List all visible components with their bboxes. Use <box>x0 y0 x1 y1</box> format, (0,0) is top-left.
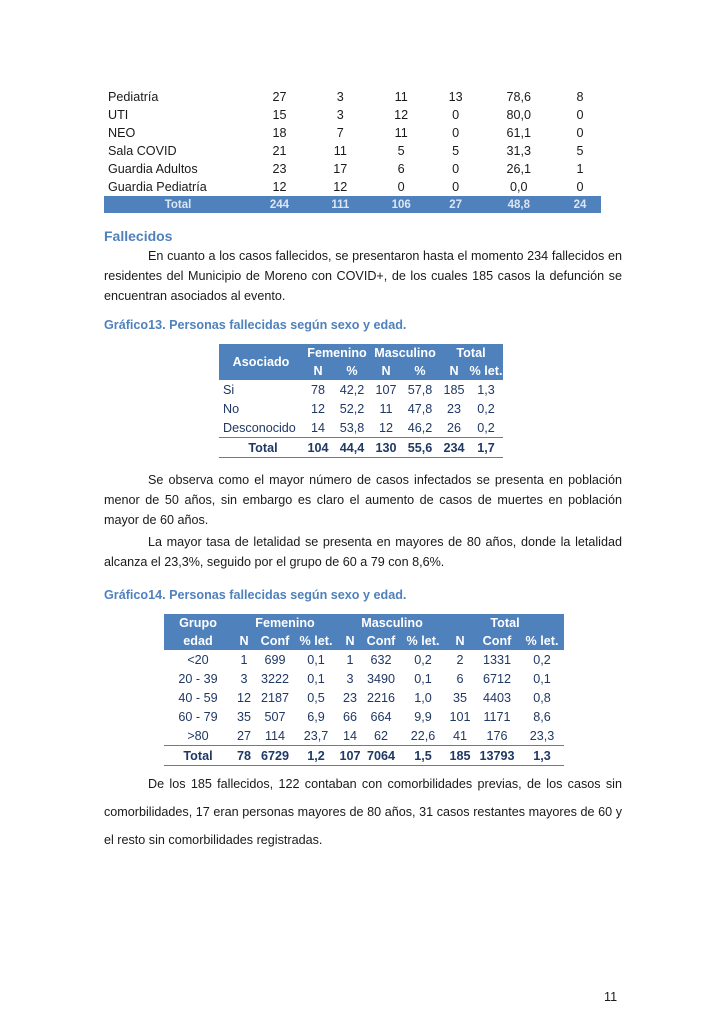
cell: 55,6 <box>401 438 439 458</box>
cell: 27 <box>272 90 287 104</box>
header-masculino: Masculino <box>338 614 446 632</box>
cell: 0 <box>452 108 460 122</box>
row-label: 20 - 39 <box>178 671 218 686</box>
cell: 17 <box>333 162 348 176</box>
row-label: Si <box>223 382 235 397</box>
cell: 106 <box>370 196 433 213</box>
cell: 0,8 <box>533 690 551 705</box>
cell: 21 <box>272 144 287 158</box>
section-heading: Fallecidos <box>104 228 173 244</box>
cell: 61,1 <box>506 126 532 140</box>
cell: 6 <box>456 671 464 686</box>
table-grafico14 <box>164 614 564 766</box>
cell: 114 <box>264 728 286 743</box>
row-label: Guardia Adultos <box>108 162 198 176</box>
cell: 48,8 <box>479 196 559 213</box>
cell: 57,8 <box>407 382 433 397</box>
subheader: N <box>338 632 362 650</box>
cell: 2216 <box>366 690 396 705</box>
cell: 53,8 <box>339 420 365 435</box>
total-row <box>219 438 503 458</box>
cell: 1 <box>576 162 584 176</box>
total-row <box>164 746 564 766</box>
cell: 13793 <box>474 746 520 766</box>
cell: 1171 <box>483 709 511 724</box>
subheader: N <box>303 362 333 380</box>
cell: 27 <box>433 196 479 213</box>
cell: 0,1 <box>533 671 551 686</box>
paragraph-deaths: En cuanto a los casos fallecidos, se presentaron hasta el momento 234 fallecidos en residentes del Municipio de Moreno con COVID+, de los cuales 185 casos la defunción se encuentran asociados al evento. <box>104 249 622 303</box>
services-table <box>104 88 601 213</box>
cell: 11 <box>333 144 347 158</box>
cell: 1,0 <box>414 690 432 705</box>
row-label: Guardia Pediatría <box>108 180 207 194</box>
cell: 11 <box>379 401 393 416</box>
cell: 0 <box>452 180 460 194</box>
cell: 12 <box>310 401 325 416</box>
cell: 46,2 <box>407 420 433 435</box>
cell: 2 <box>456 652 464 667</box>
table-row <box>104 88 601 106</box>
cell: 35 <box>236 709 251 724</box>
cell: 0,0 <box>510 180 528 194</box>
row-label: UTI <box>108 108 129 122</box>
subheader: % let. <box>469 364 503 378</box>
header-femenino: Femenino <box>303 344 371 362</box>
cell: 12 <box>236 690 251 705</box>
cell: 111 <box>311 196 370 213</box>
subheader: N <box>446 632 474 650</box>
cell: 1 <box>346 652 354 667</box>
cell: 13 <box>448 90 463 104</box>
table-grafico13 <box>219 344 503 458</box>
header-edad: edad <box>164 632 232 650</box>
row-label: >80 <box>187 728 209 743</box>
cell: 47,8 <box>407 401 433 416</box>
cell: 1,2 <box>294 746 338 766</box>
cell: 0,5 <box>307 690 325 705</box>
cell: 3 <box>346 671 354 686</box>
table-row <box>104 106 601 124</box>
header-asociado: Asociado <box>219 344 303 380</box>
table-row <box>164 650 564 669</box>
cell: 80,0 <box>506 108 532 122</box>
cell: 185 <box>443 382 465 397</box>
cell: 24 <box>559 196 601 213</box>
cell: 1,3 <box>477 382 495 397</box>
cell: 78 <box>310 382 325 397</box>
cell: 107 <box>375 382 397 397</box>
header-grupo: Grupo <box>164 614 232 632</box>
cell: 14 <box>342 728 357 743</box>
cell: 0,1 <box>307 671 325 686</box>
cell: 0 <box>397 180 405 194</box>
cell: 27 <box>236 728 251 743</box>
cell: 176 <box>486 728 508 743</box>
cell: 104 <box>303 438 333 458</box>
cell: 8,6 <box>533 709 551 724</box>
subheader: % <box>401 362 439 380</box>
cell: 9,9 <box>414 709 432 724</box>
cell: 7 <box>336 126 344 140</box>
table-row <box>104 124 601 142</box>
cell: 23,7 <box>303 728 329 743</box>
row-label: No <box>223 401 240 416</box>
cell: 3222 <box>260 671 290 686</box>
cell: 0 <box>452 162 460 176</box>
row-label: 60 - 79 <box>178 709 218 724</box>
cell: 3490 <box>366 671 396 686</box>
header-total: Total <box>446 614 564 632</box>
row-label: NEO <box>108 126 136 140</box>
cell: 244 <box>248 196 311 213</box>
total-row <box>104 196 601 213</box>
cell: 507 <box>264 709 286 724</box>
row-label: Total <box>164 746 232 766</box>
row-label: Pediatría <box>108 90 159 104</box>
row-label: Desconocido <box>223 420 296 435</box>
subheader: % let. <box>294 632 338 650</box>
table-row <box>219 418 503 438</box>
cell: 12 <box>378 420 393 435</box>
header-masculino: Masculino <box>371 344 439 362</box>
cell: 5 <box>452 144 460 158</box>
paragraph-comorbidities: De los 185 fallecidos, 122 contaban con comorbilidades previas, de los casos sin comorbilidades, 17 eran personas mayores de 80 años, 31 casos restantes mayores de 60 y el resto sin comorbilidades registradas. <box>104 777 622 847</box>
cell: 234 <box>439 438 469 458</box>
table-row <box>219 399 503 418</box>
cell: 23 <box>272 162 287 176</box>
cell: 78 <box>232 746 256 766</box>
cell: 4403 <box>482 690 512 705</box>
row-label: <20 <box>187 652 209 667</box>
cell: 7064 <box>362 746 400 766</box>
cell: 699 <box>264 652 286 667</box>
cell: 664 <box>370 709 392 724</box>
subheader: N <box>439 362 469 380</box>
table-row <box>164 707 564 726</box>
cell: 23 <box>446 401 461 416</box>
table-row <box>164 726 564 746</box>
row-label: Total <box>219 438 303 458</box>
paragraph-observation: Se observa como el mayor número de casos infectados se presenta en población menor de 50 años, sin embargo es claro el aumento de casos de muertes en población mayor de 60 años. <box>104 473 622 527</box>
cell: 0 <box>576 108 584 122</box>
subheader: N <box>232 632 256 650</box>
cell: 1,3 <box>520 746 564 766</box>
cell: 1,5 <box>400 746 446 766</box>
cell: 23,3 <box>529 728 555 743</box>
cell: 23 <box>342 690 357 705</box>
cell: 66 <box>342 709 357 724</box>
cell: 2187 <box>260 690 290 705</box>
page-number: 11 <box>604 990 618 1004</box>
cell: 0 <box>576 126 584 140</box>
cell: 62 <box>373 728 388 743</box>
caption-grafico13: Gráfico13. Personas fallecidas según sexo y edad. <box>104 318 407 332</box>
cell: 107 <box>338 746 362 766</box>
cell: 8 <box>576 90 584 104</box>
cell: 185 <box>446 746 474 766</box>
cell: 26,1 <box>506 162 532 176</box>
cell: 0,1 <box>414 671 432 686</box>
table-row <box>219 380 503 399</box>
subheader: % <box>333 362 371 380</box>
table-row <box>164 688 564 707</box>
cell: 44,4 <box>333 438 371 458</box>
subheader: Conf <box>474 632 520 650</box>
table-row <box>164 669 564 688</box>
cell: 11 <box>394 90 408 104</box>
header-total: Total <box>439 344 503 362</box>
cell: 101 <box>449 709 471 724</box>
cell: 35 <box>452 690 467 705</box>
cell: 0 <box>576 180 584 194</box>
cell: 15 <box>272 108 287 122</box>
subheader: N <box>371 362 401 380</box>
cell: 14 <box>310 420 325 435</box>
cell: 42,2 <box>339 382 365 397</box>
cell: 12 <box>394 108 409 122</box>
cell: 5 <box>576 144 584 158</box>
subheader: Conf <box>362 632 400 650</box>
caption-grafico14: Gráfico14. Personas fallecidas según sexo y edad. <box>104 588 407 602</box>
cell: 0 <box>452 126 460 140</box>
cell: 11 <box>394 126 408 140</box>
cell: 3 <box>336 90 344 104</box>
cell: 0,2 <box>477 401 495 416</box>
cell: 6,9 <box>307 709 325 724</box>
subheader: % let. <box>520 632 564 650</box>
cell: 0,2 <box>533 652 551 667</box>
cell: 31,3 <box>506 144 532 158</box>
cell: 18 <box>272 126 287 140</box>
table-row <box>104 178 601 196</box>
cell: 52,2 <box>339 401 365 416</box>
cell: 1 <box>240 652 248 667</box>
paragraph-lethality: La mayor tasa de letalidad se presenta en mayores de 80 años, donde la letalidad alcanza el 23,3%, seguido por el grupo de 60 a 79 con 8,6%. <box>104 535 622 569</box>
cell: 26 <box>446 420 461 435</box>
table-row <box>104 160 601 178</box>
row-label: Total <box>104 196 248 213</box>
cell: 1331 <box>482 652 512 667</box>
cell: 632 <box>370 652 392 667</box>
cell: 12 <box>272 180 287 194</box>
header-femenino: Femenino <box>232 614 338 632</box>
cell: 6 <box>397 162 405 176</box>
cell: 12 <box>333 180 348 194</box>
row-label: 40 - 59 <box>178 690 218 705</box>
cell: 5 <box>397 144 405 158</box>
cell: 130 <box>371 438 401 458</box>
subheader: % let. <box>400 632 446 650</box>
cell: 41 <box>452 728 467 743</box>
cell: 3 <box>336 108 344 122</box>
cell: 3 <box>240 671 248 686</box>
cell: 0,2 <box>414 652 432 667</box>
table-row <box>104 142 601 160</box>
row-label: Sala COVID <box>108 144 177 158</box>
cell: 78,6 <box>506 90 532 104</box>
cell: 22,6 <box>410 728 436 743</box>
subheader: Conf <box>256 632 294 650</box>
cell: 6712 <box>482 671 512 686</box>
cell: 0,2 <box>477 420 495 435</box>
cell: 0,1 <box>307 652 325 667</box>
cell: 6729 <box>256 746 294 766</box>
cell: 1,7 <box>469 438 503 458</box>
